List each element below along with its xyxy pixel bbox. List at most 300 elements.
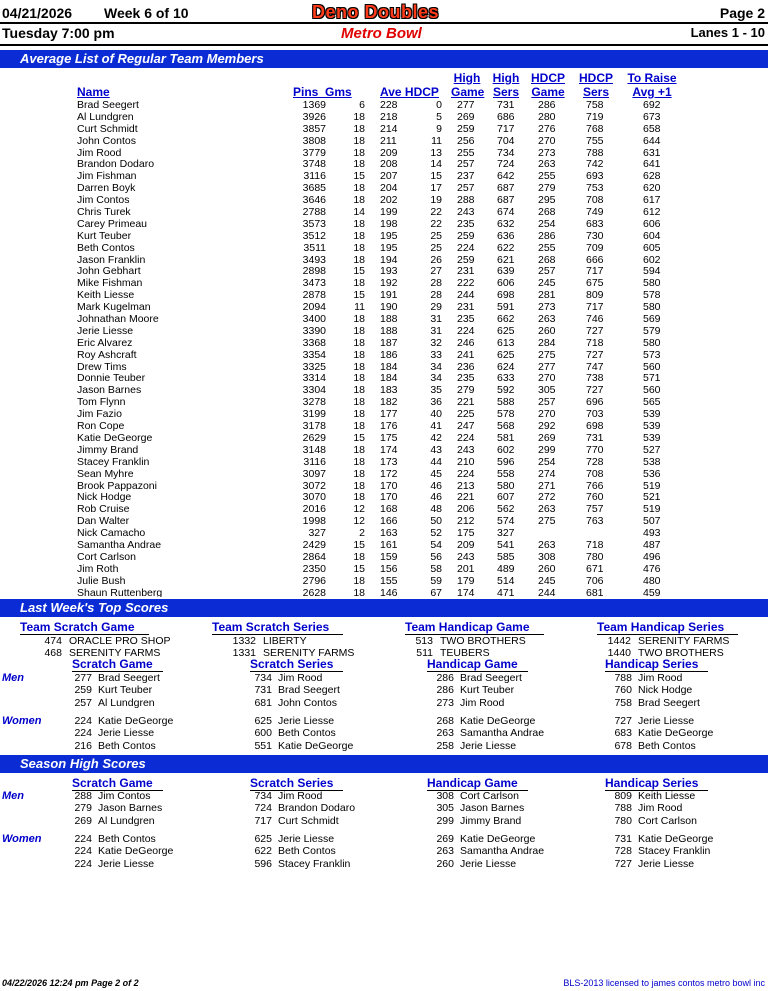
high-game: 235 [457,313,475,326]
bowler-name: Jim Rood [77,146,122,159]
score-line [238,790,322,802]
hdcp-game: 260 [538,324,556,337]
score-line [598,790,695,802]
high-game: 206 [457,503,475,516]
pins: 1998 [302,515,326,528]
hdcp-game: 270 [538,372,556,385]
score-line [598,858,694,870]
games: 18 [353,443,365,456]
hdcp-series: 749 [586,206,604,219]
pins: 3199 [302,408,326,421]
high-series: 514 [497,574,515,587]
high-game: 210 [457,455,475,468]
team-name: TWO BROTHERS [638,647,724,659]
score-line [420,727,544,739]
games: 18 [353,360,365,373]
score-value: 268 [436,715,454,727]
table-row [0,123,768,135]
high-series: 662 [497,313,515,326]
average: 182 [380,396,398,409]
hdcp-series: 768 [586,122,604,135]
games: 18 [353,574,365,587]
hdcp-series: 746 [586,313,604,326]
score-value: 596 [254,857,272,870]
to-raise: 539 [643,420,661,433]
games: 18 [353,324,365,337]
bowler-name: Darren Boyk [77,182,136,195]
high-series: 613 [497,336,515,349]
handicap: 27 [430,265,442,278]
pins: 3070 [302,491,326,504]
pins: 2094 [302,301,326,314]
team-score: 1332 [232,635,256,647]
score-value: 625 [254,715,272,727]
score-value: 263 [436,727,454,740]
team-score-line [208,635,307,647]
score-value: 788 [614,672,632,684]
to-raise: 580 [643,336,661,349]
hdcp-game: 284 [538,336,556,349]
hdcp-game: 263 [538,503,556,516]
category-heading-0: Scratch Game [72,657,163,672]
high-series: 562 [497,503,515,516]
games: 12 [353,503,365,516]
high-game: 259 [457,229,475,242]
hdcp-series: 708 [586,194,604,207]
team-heading-1: Team Scratch Series [212,620,343,635]
team-score: 474 [44,635,62,647]
handicap: 44 [430,455,442,468]
score-line [420,740,516,752]
high-game: 224 [457,431,475,444]
pins: 3148 [302,443,326,456]
to-raise: 538 [643,455,661,468]
col-high-game: High Game [451,71,485,99]
bowler-name: Samantha Andrae [77,538,162,551]
hdcp-game: 263 [538,538,556,551]
bowler-name: John Contos [278,696,337,709]
women-label: Women [2,715,42,727]
average-list-table [0,99,768,597]
high-series: 687 [497,194,515,207]
to-raise: 594 [643,265,661,278]
handicap: 9 [436,122,442,135]
hdcp-series: 753 [586,182,604,195]
score-line [598,672,682,684]
to-raise: 617 [643,194,661,207]
score-value: 288 [74,790,92,802]
bowler-name: Donnie Teuber [77,372,146,385]
pins: 2796 [302,574,326,587]
table-row [0,265,768,277]
score-value: 678 [614,739,632,752]
category-heading-0: Scratch Game [72,776,163,791]
pins: 3097 [302,467,326,480]
pins: 2429 [302,538,326,551]
to-raise: 602 [643,253,661,266]
handicap: 56 [430,550,442,563]
handicap: 54 [430,538,442,551]
average: 183 [380,384,398,397]
average: 188 [380,313,398,326]
average: 186 [380,348,398,361]
games: 18 [353,479,365,492]
hdcp-series: 683 [586,217,604,230]
handicap: 28 [430,277,442,290]
bowler-name: John Gebhart [77,265,141,278]
score-value: 734 [254,790,272,802]
bowler-name: Nick Camacho [77,527,146,540]
high-game: 231 [457,265,475,278]
average: 155 [380,574,398,587]
high-game: 277 [457,99,475,111]
average: 166 [380,515,398,528]
last-week-band: Last Week's Top Scores [0,599,768,617]
team-name: LIBERTY [263,635,307,647]
average: 202 [380,194,398,207]
score-line [238,802,355,814]
score-line [420,858,516,870]
high-game: 209 [457,538,475,551]
table-row [0,384,768,396]
bowler-name: Beth Contos [77,241,135,254]
handicap: 33 [430,348,442,361]
high-series: 596 [497,455,515,468]
score-value: 809 [614,790,632,802]
day-time: Tuesday 7:00 pm [2,25,115,41]
header-rule-top [0,22,768,24]
score-value: 724 [254,802,272,815]
bowler-name: Shaun Ruttenberg [77,586,163,597]
handicap: 42 [430,431,442,444]
hdcp-series: 666 [586,253,604,266]
pins: 1369 [302,99,326,111]
hdcp-series: 809 [586,289,604,302]
table-row [0,230,768,242]
bowler-name: Brad Seegert [638,696,700,709]
handicap: 25 [430,241,442,254]
bowler-name: Eric Alvarez [77,336,133,349]
hdcp-game: 245 [538,574,556,587]
score-value: 683 [614,727,632,740]
pins: 3511 [303,241,326,254]
hdcp-game: 271 [538,479,556,492]
hdcp-game: 295 [538,194,556,207]
games: 15 [353,289,365,302]
high-game: 241 [457,348,475,361]
bowler-name: Jim Contos [98,790,151,802]
average: 214 [380,122,398,135]
bowler-name: Jerie Liesse [98,727,155,740]
bowler-name: Stacey Franklin [278,857,351,870]
bowler-name: Katie DeGeorge [278,739,354,752]
table-row [0,218,768,230]
handicap: 46 [430,491,442,504]
average: 198 [380,217,398,230]
hdcp-game: 257 [538,396,556,409]
pins: 3304 [302,384,326,397]
pins: 3646 [302,194,326,207]
games: 12 [353,515,365,528]
bowler-name: Drew Tims [77,360,127,373]
games: 18 [353,313,365,326]
hdcp-game: 277 [538,360,556,373]
to-raise: 644 [643,134,661,147]
hdcp-game: 286 [538,99,556,111]
average: 195 [380,241,398,254]
to-raise: 560 [643,384,661,397]
games: 18 [353,277,365,290]
bowler-name: Nick Hodge [77,491,132,504]
score-line [598,727,713,739]
table-row [0,254,768,266]
score-line [598,684,692,696]
table-row [0,135,768,147]
hdcp-series: 717 [586,265,604,278]
bowler-name: Jason Barnes [98,802,163,815]
score-line [58,845,173,857]
average: 204 [380,182,398,195]
bowler-name: Jim Contos [77,194,130,207]
score-value: 269 [74,814,92,827]
to-raise: 631 [643,146,661,159]
handicap: 67 [430,586,442,597]
hdcp-game: 254 [538,455,556,468]
handicap: 34 [430,372,442,385]
league-title: Deno Doubles [312,2,440,22]
hdcp-series: 738 [586,372,604,385]
bowler-name: Jerie Liesse [638,857,695,870]
bowler-name: Dan Walter [77,515,130,528]
bowler-name: Beth Contos [278,845,336,858]
games: 18 [353,384,365,397]
to-raise: 578 [643,289,661,302]
table-row [0,313,768,325]
high-game: 224 [457,467,475,480]
table-row [0,563,768,575]
to-raise: 612 [643,206,661,219]
high-game: 235 [457,372,475,385]
high-series: 591 [497,301,515,314]
team-heading-0: Team Scratch Game [20,620,149,635]
handicap: 31 [430,313,442,326]
team-score: 468 [44,647,62,659]
average: 190 [380,301,398,314]
high-series: 327 [497,527,515,540]
score-line [58,672,160,684]
hdcp-series: 671 [586,562,604,575]
score-line [238,858,350,870]
score-value: 224 [74,857,92,870]
games: 18 [353,217,365,230]
bowler-name: Katie DeGeorge [98,715,174,727]
bowler-name: Stacey Franklin [638,845,711,858]
bowler-name: Tom Flynn [77,396,126,409]
hdcp-series: 731 [586,431,604,444]
average: 159 [380,550,398,563]
handicap: 26 [430,253,442,266]
high-series: 633 [497,372,515,385]
high-game: 247 [457,420,475,433]
col-high-sers: High Sers [492,71,520,99]
high-game: 256 [457,134,475,147]
games: 15 [353,431,365,444]
to-raise: 521 [643,491,661,504]
pins: 2628 [302,586,326,597]
team-score: 513 [415,635,433,647]
table-row [0,147,768,159]
header-rule-bottom [0,44,768,46]
average: 187 [380,336,398,349]
score-value: 277 [74,672,92,684]
score-line [238,740,353,752]
hdcp-game: 280 [538,110,556,123]
hdcp-series: 718 [586,538,604,551]
to-raise: 580 [643,277,661,290]
score-value: 305 [436,802,454,815]
table-row [0,396,768,408]
score-line [58,727,154,739]
score-line [598,715,694,727]
score-line [238,672,322,684]
table-row [0,194,768,206]
bowler-name: Jim Rood [638,802,683,815]
score-line [58,833,156,845]
to-raise: 480 [643,574,661,587]
pins: 2878 [302,289,326,302]
pins: 2788 [302,206,326,219]
hdcp-game: 270 [538,134,556,147]
score-line [598,802,682,814]
handicap: 31 [430,324,442,337]
games: 11 [354,301,365,314]
to-raise: 605 [643,241,661,254]
hdcp-series: 706 [586,574,604,587]
hdcp-game: 254 [538,217,556,230]
to-raise: 496 [643,550,661,563]
bowler-name: Katie DeGeorge [98,845,174,858]
col-hdcp-sers: HDCP Sers [578,71,613,99]
high-game: 221 [457,396,475,409]
score-line [238,697,337,709]
score-value: 625 [254,833,272,845]
hdcp-game: 273 [538,301,556,314]
hdcp-game: 268 [538,253,556,266]
score-line [598,740,696,752]
team-name: SERENITY FARMS [69,647,161,659]
average: 170 [380,491,398,504]
high-series: 578 [497,408,515,421]
footer-license: BLS-2013 licensed to james contos metro bowl inc [563,978,765,988]
high-series: 731 [497,99,515,111]
pins: 2350 [302,562,326,575]
average: 193 [380,265,398,278]
high-series: 686 [497,110,515,123]
average: 161 [380,538,398,551]
hdcp-game: 305 [538,384,556,397]
score-line [420,697,504,709]
high-game: 179 [457,574,475,587]
high-series: 558 [497,467,515,480]
lanes: Lanes 1 - 10 [690,25,765,40]
high-series: 574 [497,515,515,528]
hdcp-game: 275 [538,515,556,528]
high-game: 225 [457,408,475,421]
col-ave-hdcp: Ave HDCP [380,85,439,99]
season-high-band: Season High Scores [0,755,768,773]
score-value: 622 [254,845,272,858]
table-row [0,242,768,254]
hdcp-game: 272 [538,491,556,504]
high-series: 588 [497,396,515,409]
average: 218 [380,110,398,123]
handicap: 40 [430,408,442,421]
bowler-name: Brad Seegert [460,672,522,684]
table-row [0,408,768,420]
bowling-center: Metro Bowl [341,25,422,42]
handicap: 46 [430,479,442,492]
high-game: 231 [457,301,475,314]
bowler-name: Roy Ashcraft [77,348,137,361]
hdcp-game: 260 [538,562,556,575]
score-line [58,697,155,709]
bowler-name: Rob Cruise [77,503,130,516]
hdcp-series: 757 [586,503,604,516]
score-line [420,790,519,802]
team-name: TEUBERS [440,647,490,659]
to-raise: 658 [643,122,661,135]
to-raise: 493 [643,527,661,540]
bowler-name: Brook Pappazoni [77,479,157,492]
high-game: 288 [457,194,475,207]
bowler-name: Jerie Liesse [460,739,517,752]
category-heading-3: Handicap Series [605,776,708,791]
score-value: 760 [614,684,632,697]
table-row [0,515,768,527]
hdcp-game: 268 [538,206,556,219]
high-series: 625 [497,348,515,361]
games: 2 [359,527,365,540]
high-game: 279 [457,384,475,397]
games: 18 [353,396,365,409]
games: 18 [353,110,365,123]
men-label: Men [2,672,24,684]
hdcp-series: 709 [586,241,604,254]
bowler-name: John Contos [77,134,136,147]
to-raise: 606 [643,217,661,230]
pins: 327 [308,527,326,540]
bowler-name: Jason Barnes [460,802,525,815]
score-value: 286 [436,684,454,697]
pins: 3278 [302,396,326,409]
pins: 2016 [302,503,326,516]
team-name: ORACLE PRO SHOP [69,635,171,647]
to-raise: 560 [643,360,661,373]
to-raise: 519 [643,503,661,516]
high-game: 212 [457,515,475,528]
average: 208 [380,158,398,171]
pins: 3473 [302,277,326,290]
to-raise: 527 [643,443,661,456]
high-series: 471 [497,586,515,597]
bowler-name: Curt Schmidt [77,122,138,135]
score-value: 731 [254,684,272,697]
footer-printed: 04/22/2026 12:24 pm Page 2 of 2 [2,978,139,988]
table-row [0,456,768,468]
score-value: 258 [436,739,454,752]
bowler-name: Katie DeGeorge [460,715,536,727]
team-score: 511 [416,647,433,659]
